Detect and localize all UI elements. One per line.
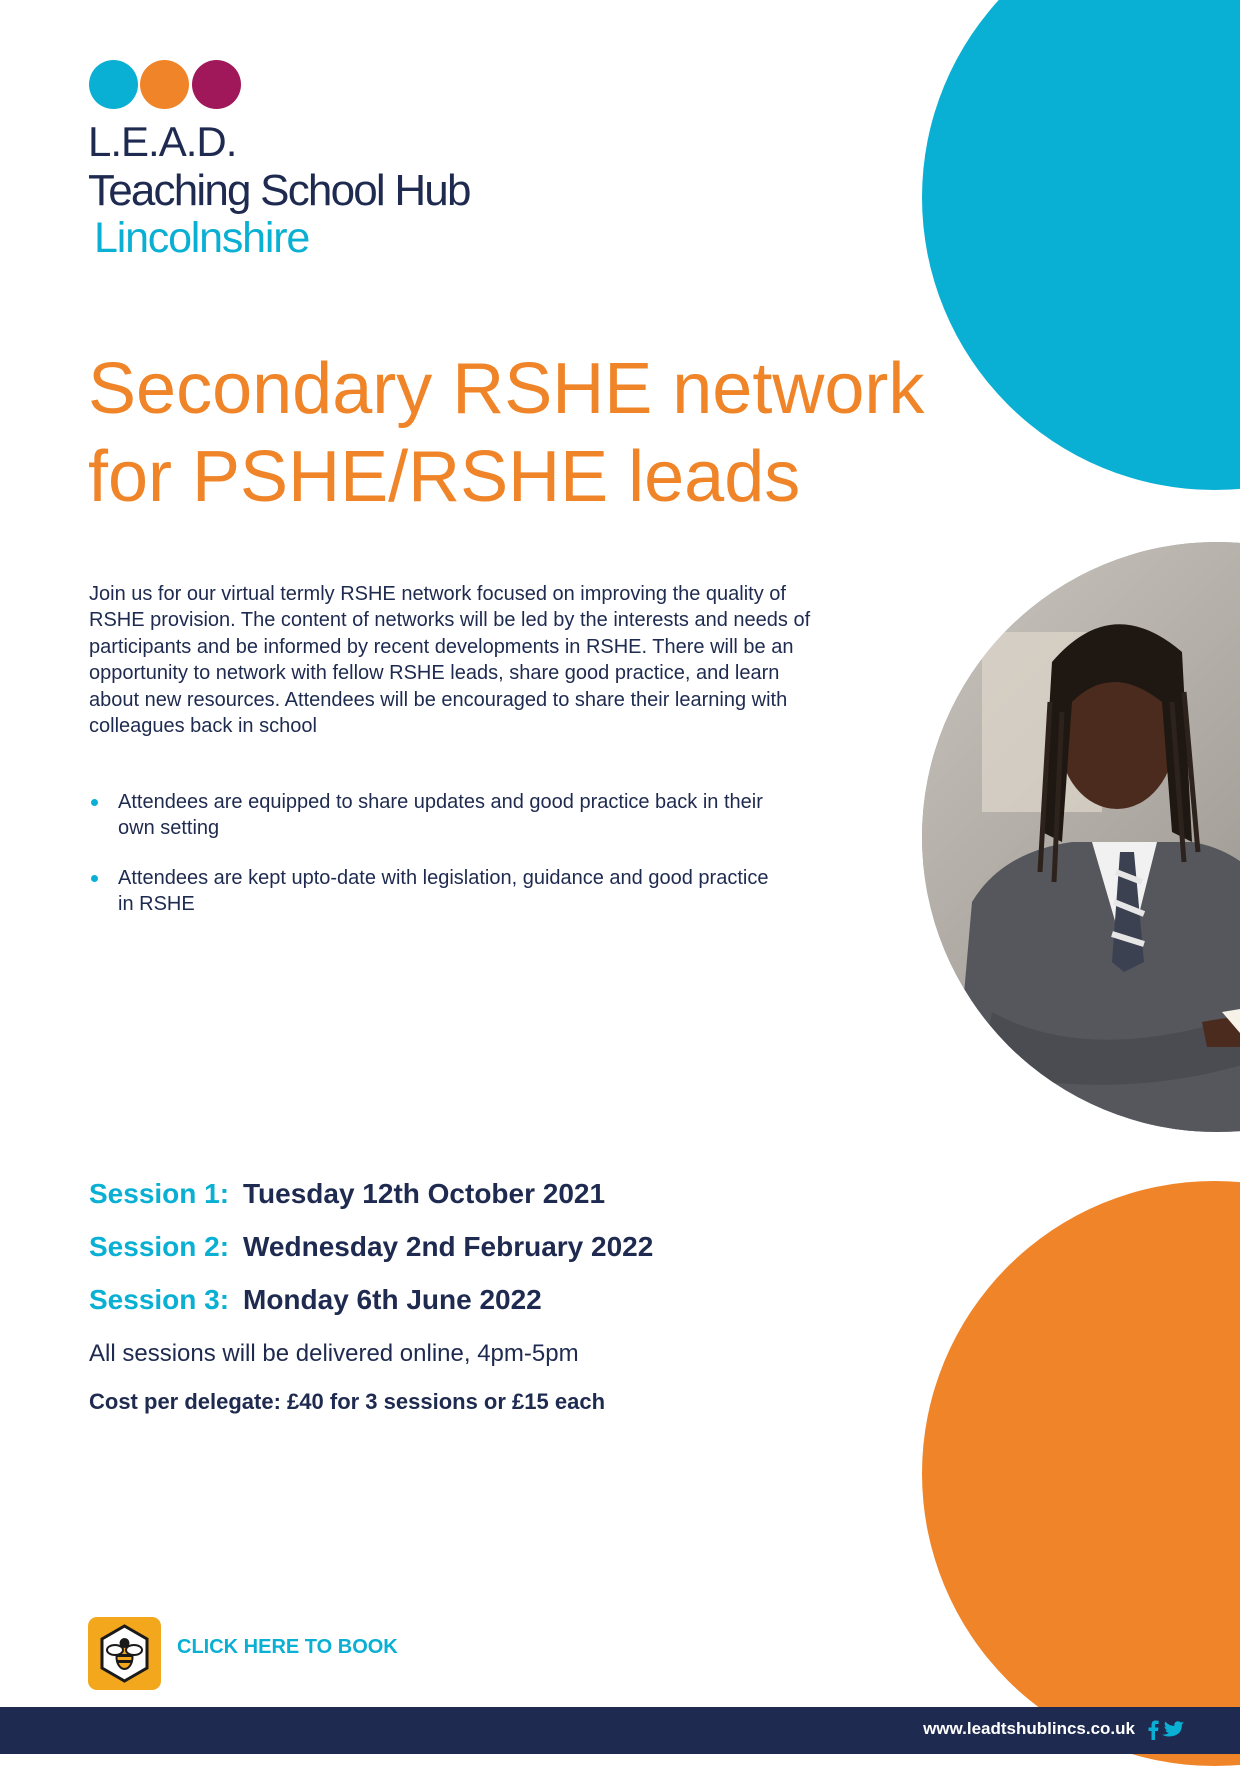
bee-badge[interactable] [88, 1617, 161, 1690]
page-title-line-2: for PSHE/RSHE leads [88, 437, 801, 517]
session-label: Session 1: [89, 1178, 230, 1209]
bullet-icon [91, 799, 98, 806]
twitter-icon[interactable] [1162, 1721, 1184, 1739]
student-reading-photo [922, 542, 1240, 1132]
footer-website[interactable]: www.leadtshublincs.co.uk [923, 1719, 1135, 1738]
outcomes-list [89, 789, 789, 941]
logo-dot-blue [89, 60, 138, 109]
facebook-icon[interactable] [1147, 1720, 1159, 1740]
student-reading-illustration [922, 542, 1240, 1132]
session-label: Session 3: [89, 1284, 230, 1315]
list-item-text: Attendees are equipped to share updates and good practice back in their own setting [118, 791, 763, 839]
book-link[interactable]: CLICK HERE TO BOOK [177, 1636, 398, 1658]
logo-lincolnshire: Lincolnshire [94, 214, 310, 262]
decorative-circle-orange [922, 1181, 1240, 1766]
session-date: Wednesday 2nd February 2022 [243, 1231, 654, 1262]
list-item [89, 865, 789, 917]
delivery-note: All sessions will be delivered online, 4pm-5pm [89, 1340, 579, 1367]
session-label: Session 2: [89, 1231, 230, 1262]
page-title [88, 345, 948, 521]
footer-bar [0, 1707, 1240, 1754]
bullet-icon [91, 875, 98, 882]
decorative-circle-blue [922, 0, 1240, 490]
logo-teaching-school-hub: Teaching School Hub [88, 166, 470, 215]
list-item-text: Attendees are kept upto-date with legislation, guidance and good practice in RSHE [118, 867, 769, 915]
intro-paragraph: Join us for our virtual termly RSHE network focused on improving the quality of RSHE provision. The content of networks will be led by the interests and needs of participants and be informed by recent developments in RSHE. There will be an opportunity to network with fellow RSHE leads, share good practice, and learn about new resources. Attendees will be encouraged to share their learning with colleagues back in school [89, 583, 811, 738]
session-date: Monday 6th June 2022 [243, 1284, 542, 1315]
logo-lead: L.E.A.D. [88, 118, 237, 165]
cost-note: Cost per delegate: £40 for 3 sessions or £15 each [89, 1389, 606, 1414]
page-title-line-1: Secondary RSHE network [88, 349, 925, 429]
logo-dot-orange [140, 60, 189, 109]
logo-dot-plum [192, 60, 241, 109]
session-date: Tuesday 12th October 2021 [243, 1178, 606, 1209]
bee-icon [88, 1617, 161, 1690]
list-item [89, 789, 789, 841]
